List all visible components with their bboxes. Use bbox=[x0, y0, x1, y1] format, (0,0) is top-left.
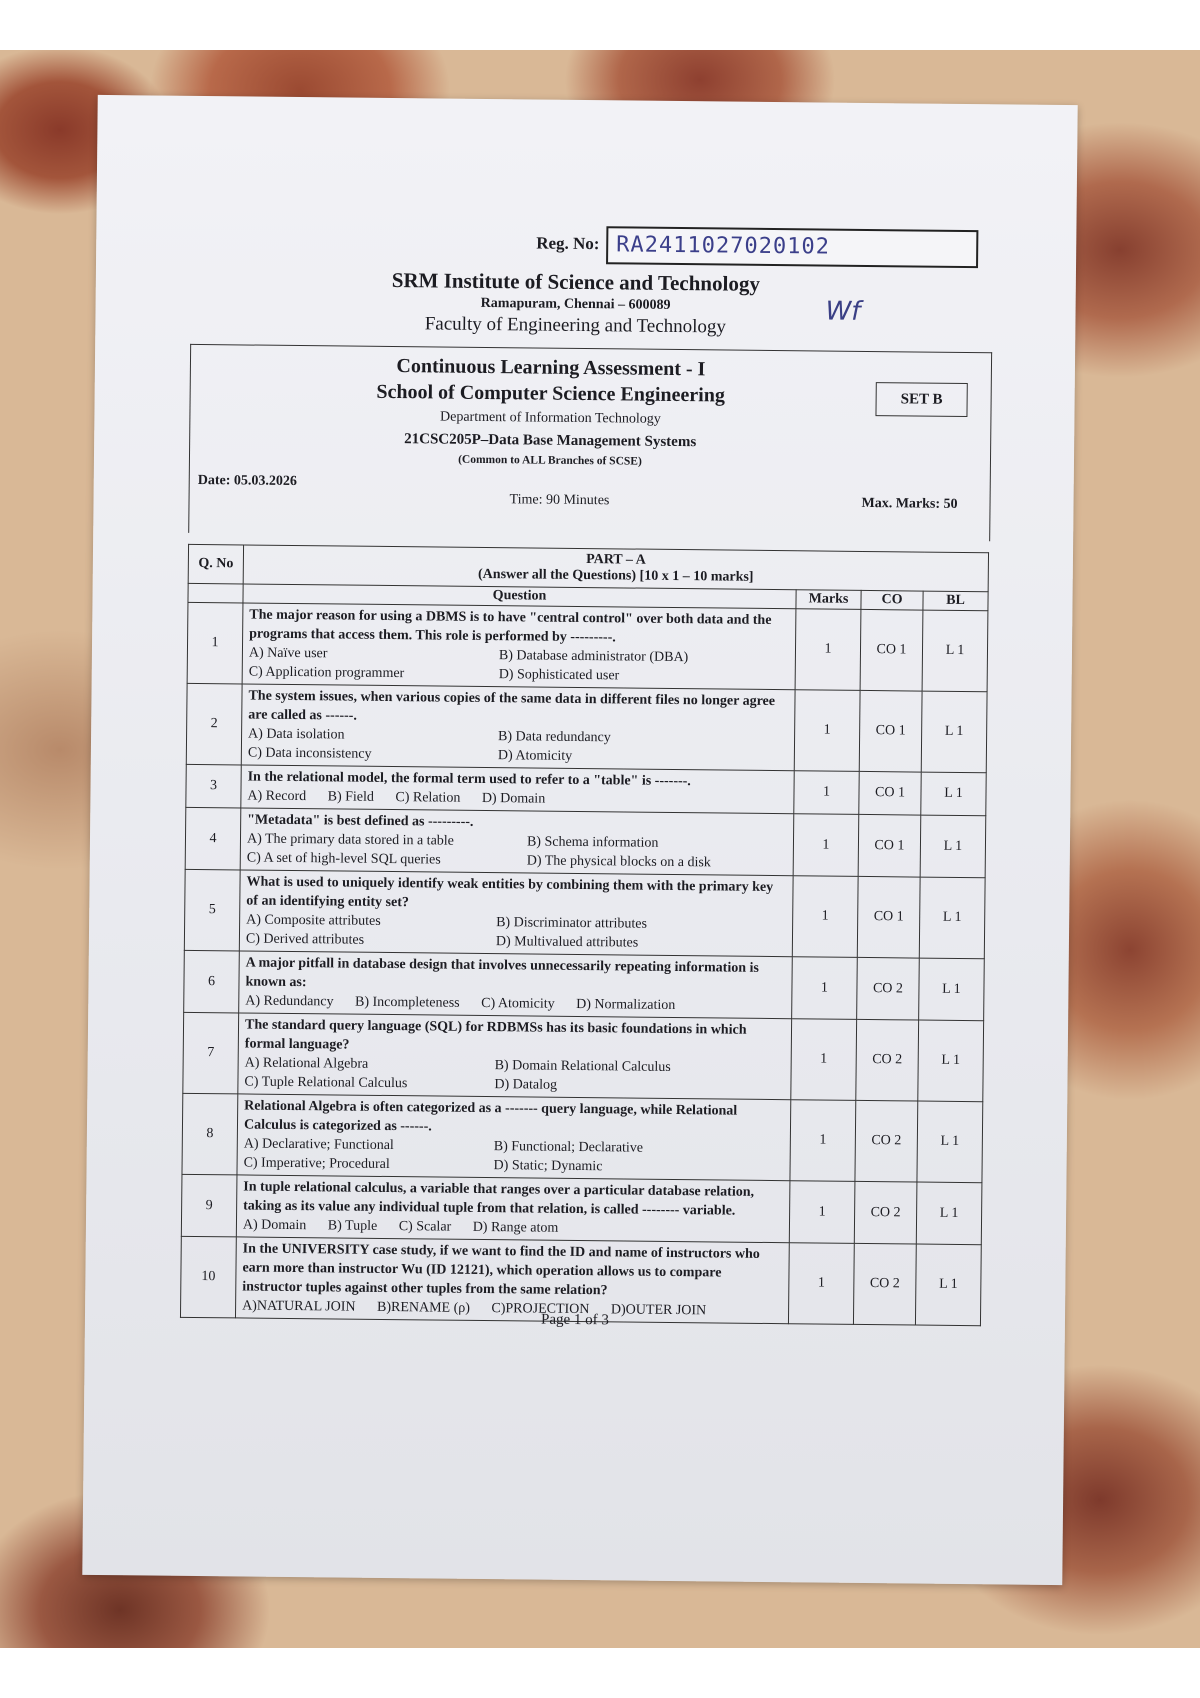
question-number: 10 bbox=[180, 1236, 236, 1318]
option-d: D) Range atom bbox=[472, 1219, 559, 1236]
option-c: C) Derived attributes bbox=[245, 931, 365, 948]
qno-column-spacer bbox=[188, 583, 243, 603]
exam-header-box bbox=[188, 344, 992, 541]
question-bl: L 1 bbox=[920, 815, 986, 878]
option-d: D)OUTER JOIN bbox=[610, 1302, 707, 1319]
option-d: D) Domain bbox=[481, 790, 546, 807]
option-c: C) Tuple Relational Calculus bbox=[244, 1074, 408, 1092]
question-cell bbox=[239, 870, 793, 957]
question-co: CO 2 bbox=[856, 1019, 919, 1101]
question-co: CO 1 bbox=[860, 609, 923, 691]
exam-paper bbox=[82, 95, 1077, 1585]
course-title: 21CSC205P–Data Base Management Systems bbox=[404, 431, 697, 451]
question-bl: L 1 bbox=[917, 1101, 983, 1183]
option-a: A) Composite attributes bbox=[246, 912, 381, 929]
option-d: D) Static; Dynamic bbox=[493, 1158, 603, 1175]
question-number: 1 bbox=[187, 602, 243, 684]
course-common-note: (Common to ALL Branches of SCSE) bbox=[458, 453, 642, 468]
options bbox=[247, 830, 787, 874]
question-row bbox=[183, 1012, 984, 1101]
option-d: D) Normalization bbox=[576, 996, 676, 1014]
question-co: CO 2 bbox=[853, 1243, 916, 1325]
question-marks: 1 bbox=[789, 1181, 855, 1244]
question-cell bbox=[236, 1175, 790, 1243]
option-a: A) Declarative; Functional bbox=[243, 1136, 394, 1154]
max-marks: Max. Marks: 50 bbox=[861, 495, 958, 512]
question-marks: 1 bbox=[792, 957, 858, 1020]
question-marks: 1 bbox=[795, 609, 861, 691]
option-c: C)PROJECTION bbox=[491, 1301, 590, 1318]
question-co: CO 2 bbox=[857, 957, 920, 1020]
reg-label: Reg. No: bbox=[536, 233, 600, 254]
question-marks: 1 bbox=[788, 1243, 854, 1325]
bl-column-header: BL bbox=[923, 591, 988, 611]
question-bl: L 1 bbox=[915, 1244, 981, 1326]
option-c: C) Data inconsistency bbox=[247, 745, 372, 762]
question-bl: L 1 bbox=[922, 610, 988, 692]
marks-column-header: Marks bbox=[796, 590, 861, 610]
option-b: B) Functional; Declarative bbox=[493, 1139, 644, 1156]
options bbox=[244, 1054, 784, 1098]
institute-address: Ramapuram, Chennai – 600089 bbox=[480, 295, 671, 313]
option-c: C) A set of high-level SQL queries bbox=[246, 850, 441, 868]
part-title: PART – A bbox=[586, 552, 646, 568]
question-number: 3 bbox=[186, 764, 241, 808]
question-row bbox=[186, 683, 987, 772]
option-d: D) The physical blocks on a disk bbox=[526, 853, 711, 871]
question-bl: L 1 bbox=[921, 691, 987, 773]
question-row bbox=[181, 1174, 982, 1244]
option-c: C) Imperative; Procedural bbox=[243, 1155, 390, 1173]
question-marks: 1 bbox=[790, 1100, 856, 1182]
question-number: 8 bbox=[182, 1093, 238, 1175]
question-stem: What is used to uniquely identify weak entities by combining them with the primary key of an identifying entity set? bbox=[246, 874, 774, 911]
question-stem: A major pitfall in database design that involves unnecessarily repeating information is known as: bbox=[245, 955, 759, 991]
exam-time: Time: 90 Minutes bbox=[509, 492, 610, 509]
option-d: D) Atomicity bbox=[497, 748, 573, 764]
option-b: B) Data redundancy bbox=[497, 729, 611, 746]
question-bl: L 1 bbox=[921, 772, 986, 816]
qno-header-label: Q. No bbox=[198, 555, 234, 572]
question-number: 6 bbox=[184, 950, 240, 1013]
question-number: 5 bbox=[184, 869, 240, 951]
question-number: 2 bbox=[186, 683, 242, 765]
question-marks: 1 bbox=[794, 771, 859, 815]
question-row bbox=[184, 869, 985, 958]
question-row bbox=[187, 602, 988, 691]
page-footer: Page 1 of 3 bbox=[540, 1311, 610, 1329]
question-cell bbox=[237, 1094, 791, 1181]
question-bl: L 1 bbox=[919, 877, 985, 959]
question-stem: In the relational model, the formal term used to refer to a "table" is -------. bbox=[247, 769, 691, 790]
option-a: A) Record bbox=[247, 788, 307, 805]
faculty-name: Faculty of Engineering and Technology bbox=[424, 313, 727, 338]
options bbox=[248, 725, 788, 769]
question-cell bbox=[238, 1013, 792, 1100]
option-c: C) Relation bbox=[395, 790, 461, 806]
qno-header bbox=[188, 544, 243, 584]
option-d: D) Sophisticated user bbox=[498, 667, 620, 684]
option-c: C) Atomicity bbox=[481, 995, 555, 1012]
question-cell bbox=[242, 603, 796, 690]
question-number: 4 bbox=[185, 807, 241, 870]
option-b: B) Database administrator (DBA) bbox=[498, 648, 689, 666]
option-a: A) Domain bbox=[242, 1217, 307, 1234]
set-badge: SET B bbox=[875, 382, 967, 417]
option-b: B) Discriminator attributes bbox=[496, 915, 648, 932]
option-d: D) Datalog bbox=[494, 1077, 558, 1093]
question-cell bbox=[240, 808, 794, 876]
option-a: A) The primary data stored in a table bbox=[246, 831, 455, 849]
question-stem: "Metadata" is best defined as ---------. bbox=[247, 812, 474, 830]
question-marks: 1 bbox=[792, 876, 858, 958]
question-bl: L 1 bbox=[916, 1182, 982, 1245]
option-c: C) Scalar bbox=[398, 1219, 452, 1235]
question-cell bbox=[241, 684, 795, 771]
question-co: CO 1 bbox=[859, 690, 922, 772]
reg-number-box: RA2411027020102 bbox=[606, 226, 978, 268]
question-co: CO 2 bbox=[854, 1181, 917, 1244]
question-column-header: Question bbox=[243, 584, 796, 609]
option-b: B) Domain Relational Calculus bbox=[494, 1058, 671, 1075]
option-b: B) Schema information bbox=[526, 834, 659, 851]
question-number: 9 bbox=[181, 1174, 237, 1237]
options bbox=[243, 1134, 783, 1178]
question-row bbox=[185, 807, 986, 877]
question-marks: 1 bbox=[794, 690, 860, 772]
options bbox=[249, 644, 789, 688]
question-stem: The system issues, when various copies of the same data in different files no longer agree are called as ------. bbox=[248, 688, 776, 724]
option-a: A) Redundancy bbox=[245, 993, 334, 1010]
option-b: B) Tuple bbox=[327, 1218, 378, 1234]
co-column-header: CO bbox=[861, 590, 923, 610]
option-b: B) Incompleteness bbox=[354, 994, 460, 1011]
option-a: A) Relational Algebra bbox=[244, 1055, 369, 1072]
question-bl: L 1 bbox=[918, 1020, 984, 1102]
question-row bbox=[182, 1093, 983, 1182]
option-c: C) Application programmer bbox=[248, 664, 405, 682]
questions-table bbox=[180, 544, 989, 1326]
options bbox=[246, 911, 786, 955]
institute-name: SRM Institute of Science and Technology bbox=[391, 267, 761, 296]
question-cell bbox=[239, 951, 793, 1019]
question-stem: In the UNIVERSITY case study, if we want to find the ID and name of instructors who earn more than instructor Wu (ID 12121), which operation allows us to compare instructor tuples against other tuples from the same relation? bbox=[242, 1241, 760, 1299]
question-number: 7 bbox=[183, 1012, 239, 1094]
department-name: Department of Information Technology bbox=[439, 409, 661, 427]
option-d: D) Multivalued attributes bbox=[495, 934, 639, 951]
option-a: A) Data isolation bbox=[248, 726, 345, 743]
exam-date: Date: 05.03.2026 bbox=[197, 472, 297, 490]
option-b: B)RENAME (ρ) bbox=[376, 1299, 471, 1316]
question-stem: The standard query language (SQL) for RDBMSs has its basic foundations in which formal language? bbox=[244, 1017, 747, 1053]
question-row bbox=[184, 950, 985, 1020]
question-co: CO 1 bbox=[857, 876, 920, 958]
question-bl: L 1 bbox=[919, 958, 985, 1021]
question-marks: 1 bbox=[791, 1019, 857, 1101]
question-co: CO 1 bbox=[859, 771, 921, 815]
question-co: CO 2 bbox=[855, 1100, 918, 1182]
reg-number-row bbox=[536, 226, 1006, 267]
question-cell bbox=[241, 765, 794, 814]
question-marks: 1 bbox=[793, 814, 859, 877]
part-instruction: (Answer all the Questions) [10 x 1 – 10 marks] bbox=[477, 566, 754, 585]
option-b: B) Field bbox=[327, 789, 374, 805]
question-co: CO 1 bbox=[858, 814, 921, 877]
option-a: A)NATURAL JOIN bbox=[242, 1298, 356, 1315]
invigilator-signature: Wf bbox=[825, 296, 861, 327]
institute-block bbox=[375, 268, 776, 339]
assessment-title: Continuous Learning Assessment - I bbox=[396, 355, 706, 381]
question-stem: In tuple relational calculus, a variable that ranges over a particular database relation, taking as its value any individual tuple from that relation, is called -------- variable. bbox=[243, 1179, 755, 1219]
question-stem: The major reason for using a DBMS is to have "central control" over both data and the programs that access them. This role is performed by ---------. bbox=[249, 607, 772, 646]
question-stem: Relational Algebra is often categorized as a ------- query language, while Relational Calculus is categorized as ------. bbox=[243, 1098, 738, 1135]
school-name: School of Computer Science Engineering bbox=[376, 380, 726, 407]
option-a: A) Naïve user bbox=[248, 645, 328, 662]
